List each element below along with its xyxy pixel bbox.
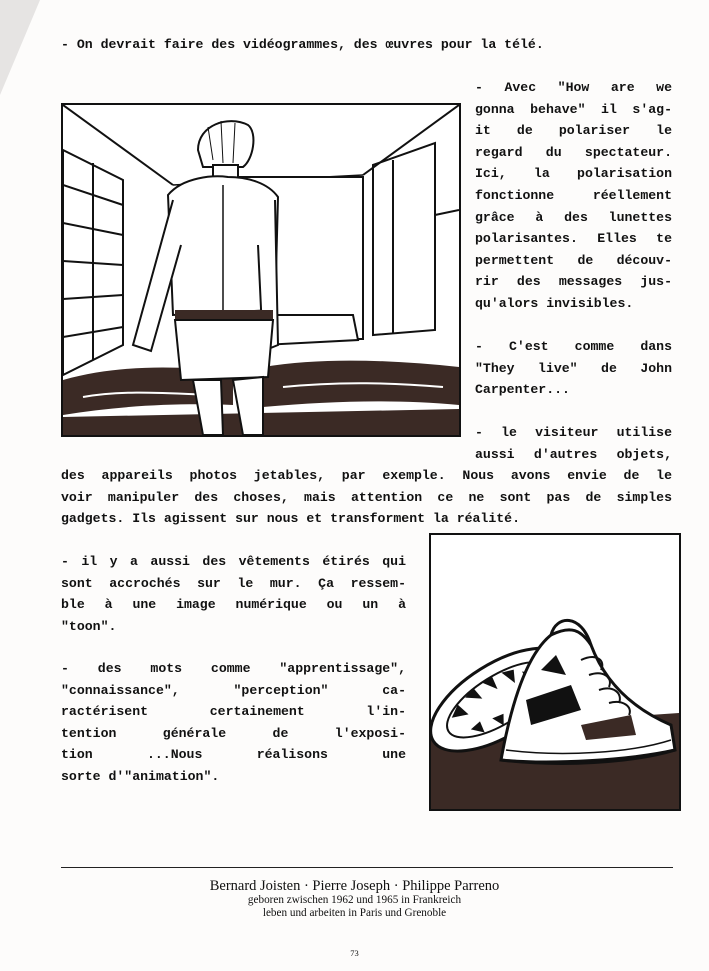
paragraph-4-right — [475, 422, 672, 465]
sneakers-drawing — [431, 535, 679, 809]
p2-line: qu'alors invisibles. — [475, 295, 634, 311]
p4-line: gadgets. Ils agissent sur nous et transforment la réalité. — [61, 511, 520, 527]
p2-line: permettent de découv- — [475, 252, 672, 268]
birth-info: geboren zwischen 1962 und 1965 in Frankreich — [247, 894, 462, 906]
footer-credits — [0, 878, 709, 920]
p4-line: voir manipuler des choses, mais attention ce ne sont pas de simples — [61, 489, 672, 505]
p4-line: des appareils photos jetables, par exemple. Nous avons envie de le — [61, 468, 672, 483]
paragraph-2 — [475, 77, 672, 315]
illustration-woman-room — [61, 103, 461, 437]
paragraph-5 — [61, 551, 406, 637]
residence-info: leben und arbeiten in Paris und Grenoble — [262, 907, 447, 919]
paragraph-3 — [475, 336, 672, 401]
p2-line: gonna behave" il s'ag- — [475, 101, 672, 117]
p6-line: "connaissance", "perception" ca- — [61, 682, 406, 698]
p6-line: tion ...Nous réalisons une — [61, 747, 406, 763]
p3-line: "They live" de John — [475, 360, 672, 376]
paragraph-1: - On devrait faire des vidéogrammes, des œuvres pour la télé. — [61, 37, 544, 52]
p2-line: polarisantes. Elles te — [475, 231, 672, 247]
p3-line: Carpenter... — [475, 382, 570, 398]
p5-line: sont accrochés sur le mur. Ça ressem- — [61, 575, 406, 591]
artist-names: Bernard Joisten · Pierre Joseph · Philippe Parreno — [209, 878, 500, 894]
p2-line: it de polariser le — [475, 123, 672, 139]
p5-line: ble à une image numérique ou un à — [61, 597, 406, 613]
p6-line: tention générale de l'exposi- — [61, 725, 406, 741]
page-number: 73 — [350, 948, 359, 958]
p4-line: - le visiteur utilise — [475, 425, 672, 440]
woman-room-drawing — [63, 105, 459, 435]
p2-line: fonctionne réellement — [475, 187, 672, 203]
illustration-sneakers — [429, 533, 681, 811]
p5-line: - il y a aussi des vêtements étirés qui — [61, 554, 406, 569]
p6-line: sorte d'"animation". — [61, 768, 220, 784]
page-fold — [0, 0, 40, 95]
p6-line: - des mots comme "apprentissage", — [61, 661, 406, 676]
p2-line: grâce à des lunettes — [475, 209, 672, 225]
footer-rule — [61, 867, 673, 868]
paragraph-6 — [61, 658, 406, 788]
p3-line: - C'est comme dans — [475, 339, 672, 354]
p4-line: aussi d'autres objets, — [475, 446, 672, 462]
p2-line: regard du spectateur. — [475, 144, 672, 160]
p6-line: ractérisent certainement l'in- — [61, 704, 406, 720]
p2-line: Ici, la polarisation — [475, 166, 672, 182]
p2-line: rir des messages jus- — [475, 274, 672, 290]
p5-line: "toon". — [61, 618, 117, 634]
p2-line: - Avec "How are we — [475, 80, 672, 95]
paragraph-4-full — [61, 465, 672, 530]
